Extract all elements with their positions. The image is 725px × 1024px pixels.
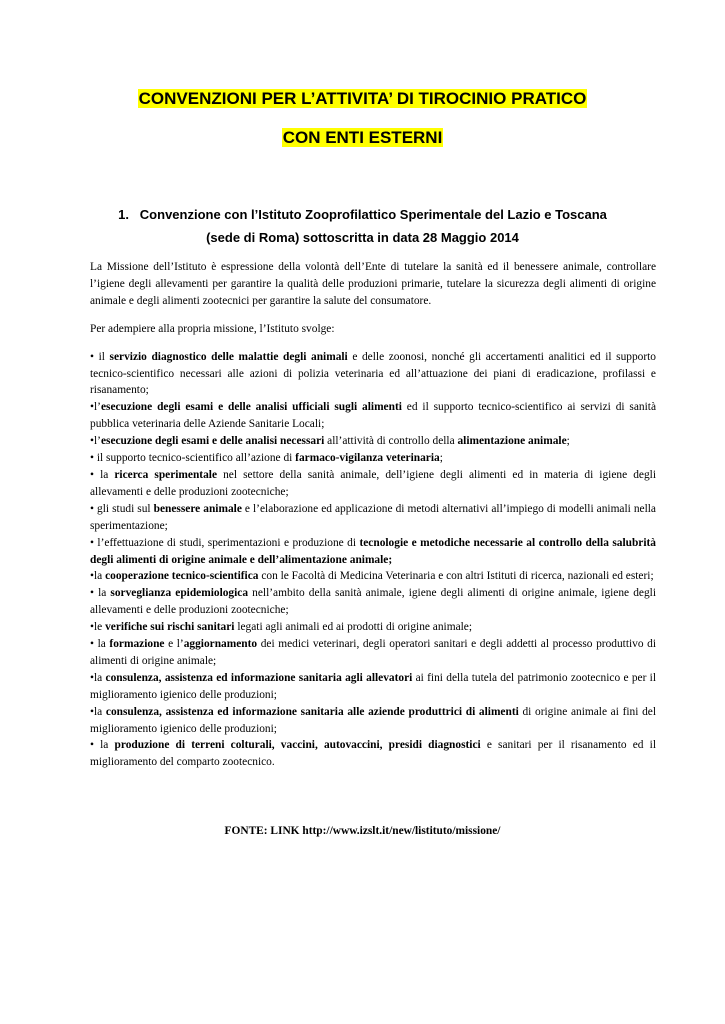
list-item-text: e l’ [164,638,184,651]
list-item-text: e delle zoonosi, nonché gli accertamenti analitici ed il supporto tecnico-scientifico necessari alle azioni di polizia veterinaria ed all’attuazione dei piani di eradicazione, profilassi e risanamento; [90,350,656,397]
list-item-text: • l’effettuazione di studi, sperimentazioni e produzione di [90,536,360,549]
list-item-bold-text: alimentazione animale [457,435,567,448]
list-item-bold-text: esecuzione degli esami e delle analisi ufficiali sugli alimenti [100,401,402,414]
section-heading-line-1 [0,206,725,224]
list-item-text: •l’ [90,401,101,414]
list-item-text: di origine animale ai fini del miglioramento igienico delle produzioni; [90,705,656,735]
source-link[interactable]: FONTE: LINK http://www.izslt.it/new/listituto/missione/ [224,825,501,837]
list-item [90,585,656,619]
list-item-text: • la [90,587,111,600]
list-item-text: legati agli animali ed ai prodotti di origine animale; [234,621,473,634]
list-item-text: •le [90,621,106,634]
list-item [90,636,656,670]
list-item [90,535,656,569]
list-item-text: •la [90,705,106,718]
list-item-bold-text: produzione di terreni colturali, vaccini, autovaccini, presidi diagnostici [114,739,481,752]
list-item-bold-text: sorveglianza epidemiologica [110,587,249,600]
list-item-bold-text: verifiche sui rischi sanitari [105,621,235,634]
list-item [90,399,656,433]
document-title-line-1: CONVENZIONI PER L’ATTIVITA’ DI TIROCINIO PRATICO [138,89,587,108]
document-body [90,259,656,771]
list-item-text: con le Facoltà di Medicina Veterinaria e con altri Istituti di ricerca, nazionali ed esteri; [258,570,654,583]
section-number: 1. [118,207,129,222]
mission-list [90,349,656,772]
list-item-text: e sanitari per il risanamento ed il miglioramento del comparto zootecnico. [90,739,656,769]
list-item-text: •l’ [90,435,101,448]
list-item-bold-text: esecuzione degli esami e delle analisi necessari [100,435,325,448]
list-item [90,433,656,450]
list-item-bold-text: tecnologie e metodiche necessarie al controllo della salubrità degli alimenti di origine animale e dell’alimentazione animale; [90,536,656,566]
list-item-bold-text: consulenza, assistenza ed informazione sanitaria alle aziende produttrici di alimenti [105,705,519,718]
document-title-line-2: CON ENTI ESTERNI [282,128,443,147]
list-item-text: nell’ambito della sanità animale, igiene degli alimenti di origine animale, igiene degli allevamenti e delle produzioni zootecniche; [90,587,656,617]
list-item-text: • il supporto tecnico-scientifico all’azione di [90,452,296,465]
lead-paragraph: Per adempiere alla propria missione, l’Istituto svolge: [90,322,335,335]
list-item-bold-text: consulenza, assistenza ed informazione sanitaria agli allevatori [105,671,413,684]
list-item-bold-text: benessere animale [153,502,242,515]
list-item-text: • la [90,468,115,481]
list-item-bold-text: formazione [109,638,165,651]
list-item-text: nel settore della sanità animale, dell’igiene degli alimenti ed in materia di igiene degli allevamenti e delle produzioni zootecniche; [90,468,656,498]
list-item-text: • gli studi sul [90,502,154,515]
list-item-text: •la [90,570,106,583]
list-item-text: dei medici veterinari, degli operatori sanitari e degli addetti al processo produttivo di alimenti di origine animale; [90,638,656,667]
list-item [90,501,656,535]
list-item [90,349,656,400]
list-item-bold-text: farmaco-vigilanza veterinaria [295,452,440,465]
list-item [90,467,656,501]
list-item-bold-text: aggiornamento [183,638,258,651]
list-item [90,704,656,738]
list-item-bold-text: ricerca sperimentale [114,468,218,481]
list-item-text: all’attività di controllo della [324,435,458,448]
list-item [90,619,656,636]
list-item [90,670,656,704]
list-item [90,568,656,585]
list-item-text: ; [566,435,570,448]
list-item-text: ed il supporto tecnico-scientifico ai servizi di sanità pubblica veterinaria delle Aziende Sanitarie Locali; [90,401,656,431]
list-item-bold-text: servizio diagnostico delle malattie degli animali [109,350,348,363]
list-item-text: •la [90,671,106,684]
list-item-text: ai fini della tutela del patrimonio zootecnico e per il miglioramento igienico delle produzioni; [90,671,656,701]
intro-paragraph: La Missione dell’Istituto è espressione della volontà dell’Ente di tutelare la sanità ed il benessere animale, controllare l’igiene degli allevamenti per garantire la qualità delle produzioni primarie, tutelare la sicurezza degli alimenti di origine animale e degli alimenti zootecnici per garantire la salute del consumatore. [90,261,656,307]
list-item-text: • il [90,350,110,363]
list-item-bold-text: cooperazione tecnico-scientifica [105,570,259,583]
list-item-text: • la [90,638,110,651]
list-item [90,737,656,771]
list-item-text: • la [90,739,115,752]
list-item [90,450,656,467]
section-heading-text: Convenzione con l’Istituto Zooprofilattico Sperimentale del Lazio e Toscana [139,207,607,222]
section-heading-line-2: (sede di Roma) sottoscritta in data 28 Maggio 2014 [206,230,519,245]
list-item-text: e l’elaborazione ed applicazione di metodi alternativi all’impiego di modelli animali nella sperimentazione; [90,502,656,532]
list-item-text: ; [439,452,443,465]
